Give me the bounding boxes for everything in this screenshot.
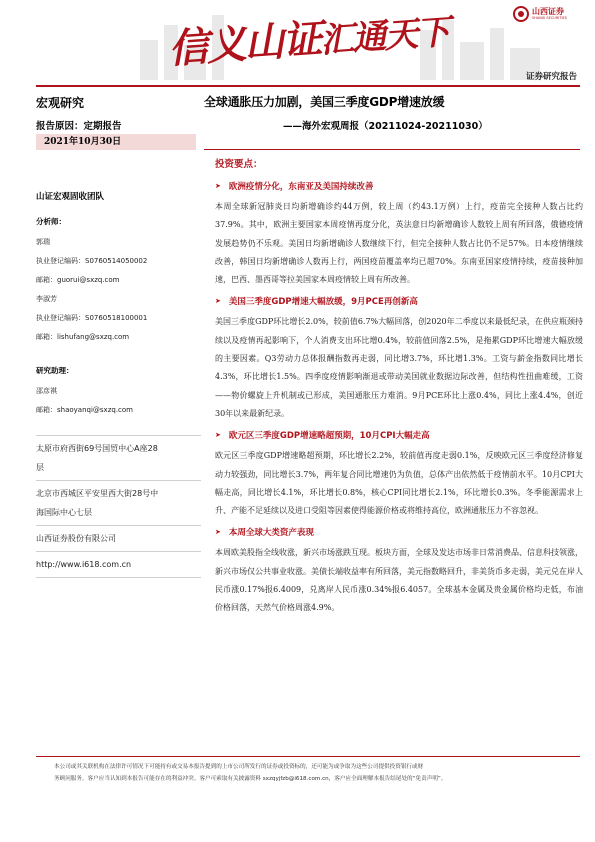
section-heading: ➤ 美国三季度GDP增速大幅放缓，9月PCE再创新高 <box>215 297 418 308</box>
address-divider <box>36 525 201 526</box>
address-divider <box>36 435 201 436</box>
logo-name-en: SHANXI SECURITIES <box>532 16 567 20</box>
arrow-bullet-icon: ➤ <box>215 431 221 440</box>
analyst-name: 李淑芳 <box>36 295 57 303</box>
section-paragraph: 美国三季度GDP环比增长2.0%，较前值6.7%大幅回落，创2020年二季度以来最低纪录，在供应瓶颈持续以及疫情再起影响下，个人消费支出环比增0.4%，较前值回落2.5%，是拖累GDP环比增速大幅放缓的主要因素。Q3劳动力总体报酬指数再走弱，同比增3.7%，环比增1.3%。工资与薪金指数同比增长4.3%，环比增长1.5%。四季度疫情影响渐退或带动美国就业数据边际改善，但结构性扭曲难缓，工资——物价螺旋上升机制或已形成，美国通胀压力难消。9月PCE环比上涨0.4%，同比上涨4.4%，创近30年以来最新纪录。 <box>215 317 583 418</box>
analyst-email[interactable]: 邮箱：guorui@sxzq.com <box>36 276 120 284</box>
analyst-email[interactable]: 邮箱：lishufang@sxzq.com <box>36 333 130 341</box>
assistant-label: 研究助理： <box>36 366 74 375</box>
company-website-link[interactable]: http://www.i618.com.cn <box>36 560 132 569</box>
header-banner <box>0 0 595 86</box>
arrow-bullet-icon: ➤ <box>215 528 221 537</box>
address-line: 层 <box>36 463 44 472</box>
disclaimer-line: 本公司或其关联机构在法律许可情况下可能持有或交易本报告提到的上市公司所发行的证券或投资标的，还可能为或争取为这些公司提供投资银行或财 <box>54 764 424 770</box>
report-title: 全球通胀压力加剧，美国三季度GDP增速放缓 <box>204 95 445 109</box>
disclaimer <box>54 761 566 785</box>
footer-divider <box>36 756 580 757</box>
section-paragraph: 本周全球新冠肺炎日均新增确诊约44万例，较上周（约43.1万例）上行，疫苗完全接种人数占比约37.9%。其中，欧洲主要国家本周疫情再度分化，英法意日均新增确诊人数较上周有所回落，俄德疫情发展趋势仍不乐观。美国日均新增确诊人数继续下行，但完全接种人数占比仍不足57%。日本疫情继续改善，韩国日均新增确诊人数再上行，两国疫苗覆盖率均已超70%。东南亚国家疫情持续，疫苗接种加速，巴西、墨西哥等拉美国家本周疫情较上周有所改善。 <box>215 202 583 285</box>
section-paragraph: 本周欧美股指全线收涨，新兴市场涨跌互现。板块方面，全球及发达市场非日常消费品、信息科技领涨，新兴市场仅公共事业收涨。美债长端收益率有所回落，美元指数略回升，非美货币多走弱，美元兑在岸人民币涨0.17%报6.4009，兑离岸人民币涨0.34%报6.4057。全球基本金属及贵金属价格均走低，布油价格回落，天然气价格周涨4.9%。 <box>215 548 583 613</box>
report-category: 宏观研究 <box>36 96 85 110</box>
disclaimer-line: 务顾问服务。客户应当认知到本报告可能存在的利益冲突。客户可索取有关披露资料 sxzqyjfzb@i618.com.cn，客户应全面理解本报告结尾处的“免责声明”。 <box>54 776 447 782</box>
analyst-label: 分析师： <box>36 217 66 226</box>
company-name: 山西证券股份有限公司 <box>36 534 116 543</box>
section-paragraph: 欧元区三季度GDP增速略超预期，环比增长2.2%，较前值再度走弱0.1%，反映欧元区三季度经济修复动力较强劲，同比增长3.7%，两年复合同比增速仍为负值，总体产出依然低于疫情前水平。10月CPI大幅走高，同比增长4.1%，环比增长0.8%，核心CPI同比增长2.1%，环比增长0.3%。冬季能源需求上升、产能不足延续以及进口受阻等因素使得能源价格或将维持高位，欧洲通胀压力不容忽视。 <box>215 451 583 516</box>
report-date: 2021年10月30日 <box>36 134 196 150</box>
report-type-label: 证券研究报告 <box>525 72 577 82</box>
address-line: 太原市府西街69号国贸中心A座28 <box>36 444 158 453</box>
investment-highlights-label: 投资要点： <box>215 159 263 170</box>
assistant-name: 邵彦祺 <box>36 387 57 395</box>
address-divider <box>36 577 201 578</box>
address-divider <box>36 551 201 552</box>
analyst-cert: 执业登记编码：S0760514050002 <box>36 257 148 265</box>
company-address-block <box>36 432 201 581</box>
section-heading: ➤ 欧元区三季度GDP增速略超预期，10月CPI大幅走高 <box>215 431 430 442</box>
header-divider <box>36 85 580 87</box>
analyst-name: 郭瑞 <box>36 238 50 246</box>
title-underline <box>204 149 580 150</box>
address-line: 海国际中心七层 <box>36 508 92 517</box>
arrow-bullet-icon: ➤ <box>215 297 221 306</box>
section-heading: ➤ 本周全球大类资产表现 <box>215 528 314 539</box>
logo-name-cn: 山西证券 <box>532 7 564 16</box>
section-heading: ➤ 欧洲疫情分化，东南亚及美国持续改善 <box>215 182 374 192</box>
address-line: 北京市西城区平安里西大街28号中 <box>36 489 159 498</box>
logo-mark-icon <box>513 6 529 22</box>
address-divider <box>36 480 201 481</box>
main-content <box>215 156 583 624</box>
team-name: 山证宏观固收团队 <box>36 192 105 202</box>
slogan-calligraphy: 信义山证汇通天下 <box>166 12 450 73</box>
analyst-cert: 执业登记编码：S0760518100001 <box>36 314 148 322</box>
report-reason: 报告原因：定期报告 <box>36 121 122 132</box>
assistant-email[interactable]: 邮箱：shaoyanqi@sxzq.com <box>36 406 133 414</box>
company-logo <box>513 6 567 22</box>
author-sidebar <box>36 190 204 423</box>
arrow-bullet-icon: ➤ <box>215 182 221 190</box>
report-subtitle: ——海外宏观周报（20211024-20211030） <box>283 121 488 132</box>
